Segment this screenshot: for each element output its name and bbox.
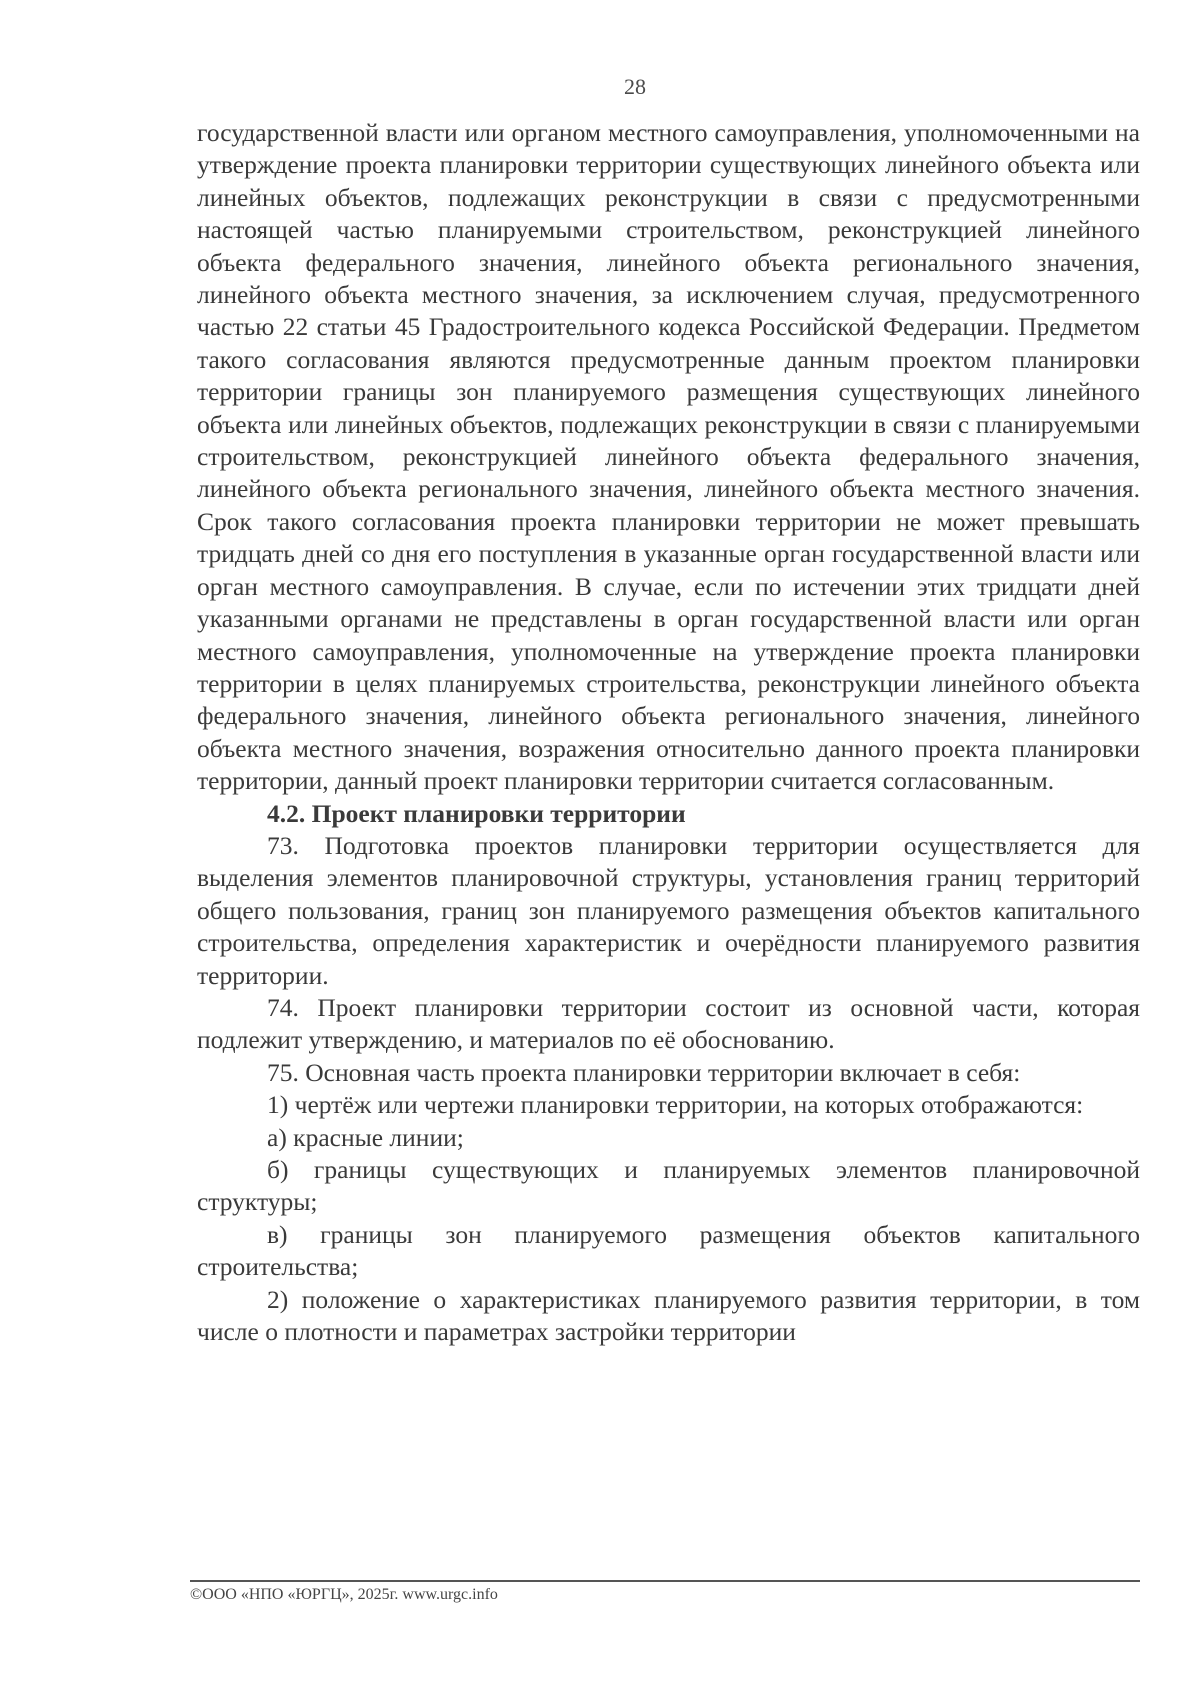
body-text — [197, 117, 1140, 1348]
list-item-a: а) красные линии; — [267, 1122, 464, 1152]
footer-divider — [190, 1580, 1140, 1582]
list-item-b: б) границы существующих и планируемых элементов планировочной структуры; — [197, 1155, 1140, 1217]
list-item-v: в) границы зон планируемого размещения объектов капитального строительства; — [197, 1219, 1140, 1282]
paragraph-continuation: государственной власти или органом местного самоуправления, уполномоченными на утверждение проекта планировки территории существующих линейного объекта или линейных объектов, подлежащих реконструкции в связи с предусмотренными настоящей частью планируемыми строительством, реконструкцией линейного объекта федерального значения, линейного объекта регионального значения, линейного объекта местного значения, за исключением случая, предусмотренного частью 22 статьи 45 Градостроительного кодекса Российской Федерации. Предметом такого согласования являются предусмотренные данным проектом планировки территории границы зон планируемого размещения существующих линейного объекта или линейных объектов, подлежащих реконструкции в связи с планируемыми строительством, реконструкцией линейного объекта федерального значения, линейного объекта регионального значения, линейного объекта местного значения. Срок такого согласования проекта планировки территории не может превышать тридцать дней со дня его поступления в указанные орган государственной власти или орган местного самоуправления. В случае, если по истечении этих тридцати дней указанными органами не представлены в орган государственной власти или орган местного самоуправления, уполномоченные на утверждение проекта планировки территории в целях планируемых строительства, реконструкции линейного объекта федерального значения, линейного объекта регионального значения, линейного объекта местного значения, возражения относительно данного проекта планировки территории, данный проект планировки территории считается согласованным. — [197, 118, 1140, 796]
list-item-2: 2) положение о характеристиках планируемого развития территории, в том числе о плотности и параметрах застройки территории — [197, 1284, 1140, 1347]
section-heading: 4.2. Проект планировки территории — [267, 798, 686, 828]
footer-copyright: ©ООО «НПО «ЮРГЦ», 2025г. www.urgc.info — [190, 1586, 498, 1603]
list-item-1: 1) чертёж или чертежи планировки территории, на которых отображаются: — [267, 1090, 1084, 1120]
paragraph-75: 75. Основная часть проекта планировки территории включает в себя: — [267, 1057, 1021, 1087]
paragraph-74: 74. Проект планировки территории состоит из основной части, которая подлежит утверждению, и материалов по её обоснованию. — [197, 992, 1140, 1055]
page-number: 28 — [624, 74, 646, 99]
paragraph-73: 73. Подготовка проектов планировки территории осуществляется для выделения элементов планировочной структуры, установления границ территорий общего пользования, границ зон планируемого размещения объектов капитального строительства, определения характеристик и очерёдности планируемого развития территории. — [197, 830, 1140, 990]
